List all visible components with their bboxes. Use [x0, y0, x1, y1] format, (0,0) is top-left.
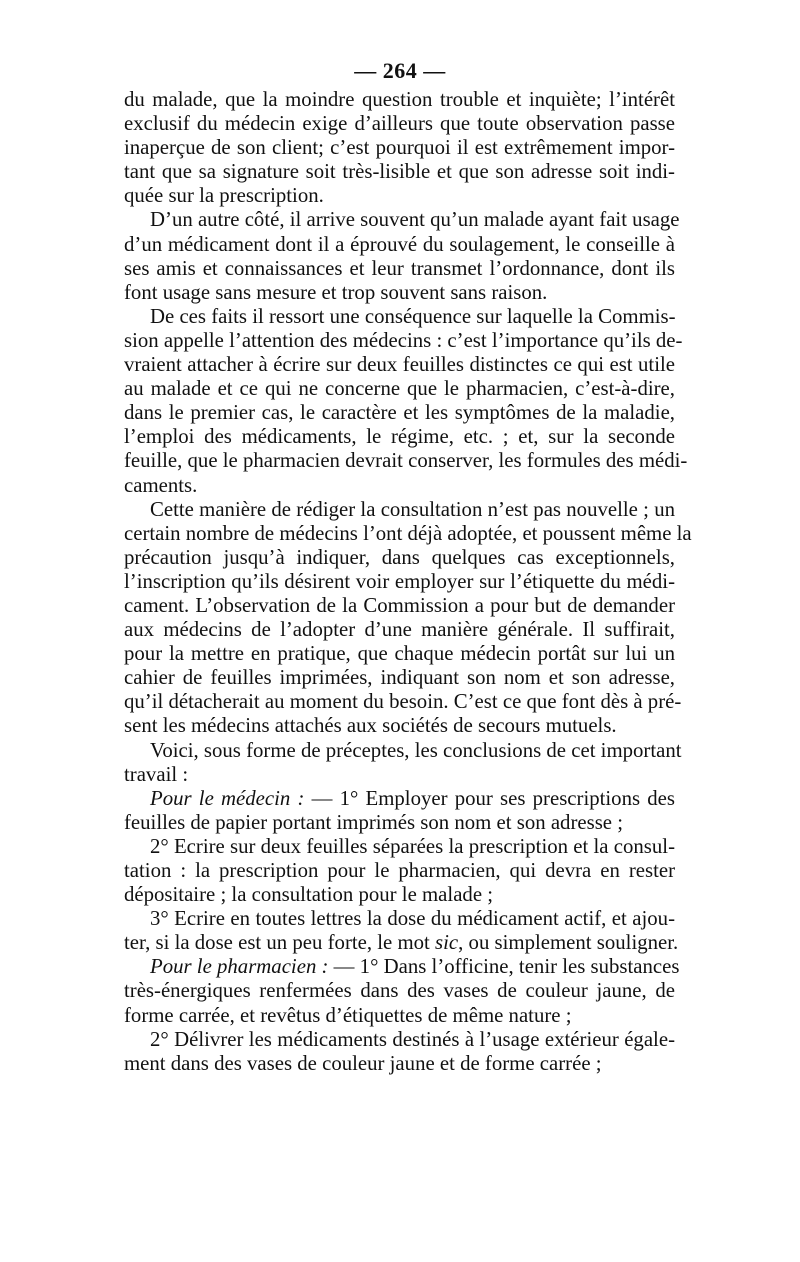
text-line: certain nombre de médecins l’ont déjà adoptée, et poussent même la: [124, 521, 692, 545]
text-line: l’emploi des médicaments, le régime, etc. ; et, sur la seconde: [124, 425, 675, 449]
text-run: ter, si la dose est un peu forte, le mot: [124, 931, 436, 955]
text-line: 3° Ecrire en toutes lettres la dose du médicament actif, et ajou-: [150, 907, 675, 931]
text-line: 2° Ecrire sur deux feuilles séparées la prescription et la consul-: [150, 834, 675, 858]
text-line: caments.: [124, 473, 198, 497]
text-line: très-énergiques renfermées dans des vases de couleur jaune, de: [124, 979, 675, 1003]
text-line: aux médecins de l’adopter d’une manière générale. Il suffirait,: [124, 618, 675, 642]
text-line: [124, 931, 679, 955]
paragraph: [124, 907, 679, 955]
text-line: forme carrée, et revêtus d’étiquettes de même nature ;: [124, 1003, 572, 1027]
text-line: qu’il détacherait au moment du besoin. C’est ce que font dès à pré-: [124, 690, 682, 714]
text-run: , ou simplement souligner.: [458, 931, 679, 955]
text-line: sion appelle l’attention des médecins : c’est l’importance qu’ils de-: [124, 328, 683, 352]
text-line: font usage sans mesure et trop souvent sans raison.: [124, 280, 548, 304]
text-line: feuille, que le pharmacien devrait conserver, les formules des médi-: [124, 449, 688, 473]
paragraph: [124, 1028, 675, 1076]
text-line: cahier de feuilles imprimées, indiquant son nom et son adresse,: [124, 666, 675, 690]
text-line: tation : la prescription pour le pharmacien, qui devra en rester: [124, 859, 675, 882]
text-line: ses amis et connaissances et leur transmet l’ordonnance, dont ils: [124, 256, 675, 280]
paragraph: [124, 208, 680, 304]
text-line: exclusif du médecin exige d’ailleurs que toute observation passe: [124, 112, 675, 136]
text-run: — 1° Dans l’officine, tenir les substances: [328, 955, 680, 979]
text-line: dans le premier cas, le caractère et les symptômes de la maladie,: [124, 401, 675, 425]
text-line: du malade, que la moindre question trouble et inquiète; l’intérêt: [124, 88, 675, 111]
body-text: [124, 88, 692, 1076]
paragraph: [124, 787, 675, 835]
text-line: précaution jusqu’à indiquer, dans quelques cas exceptionnels,: [124, 545, 675, 569]
page-number: — 264 —: [354, 58, 446, 83]
text-line: ment dans des vases de couleur jaune et de forme carrée ;: [124, 1051, 602, 1075]
text-line: D’un autre côté, il arrive souvent qu’un malade ayant fait usage: [150, 208, 680, 232]
text-line: 2° Délivrer les médicaments destinés à l’usage extérieur égale-: [150, 1027, 675, 1051]
italic-lead: Pour le pharmacien :: [150, 955, 329, 979]
paragraph: [124, 304, 688, 498]
text-line: Cette manière de rédiger la consultation n’est pas nouvelle ; un: [150, 497, 675, 521]
text-line: quée sur la prescription.: [124, 184, 324, 208]
text-line: d’un médicament dont il a éprouvé du soulagement, le conseille à: [124, 232, 675, 256]
text-line: cament. L’observation de la Commission a pour but de demander: [124, 593, 675, 617]
text-line: vraient attacher à écrire sur deux feuilles distinctes ce qui est utile: [124, 353, 675, 377]
text-run: — 1° Employer pour ses prescriptions des: [304, 786, 675, 810]
text-line: De ces faits il ressort une conséquence sur laquelle la Commis-: [150, 304, 676, 328]
text-line: inaperçue de son client; c’est pourquoi il est extrêmement impor-: [124, 136, 675, 160]
text-line: feuilles de papier portant imprimés son nom et son adresse ;: [124, 810, 624, 834]
text-line: tant que sa signature soit très-lisible et que son adresse soit indi-: [124, 160, 675, 184]
paragraph: [124, 497, 692, 739]
italic-word: sic: [435, 931, 459, 955]
text-line: Voici, sous forme de préceptes, les conclusions de cet important: [150, 738, 682, 762]
text-line: pour la mettre en pratique, que chaque médecin portât sur lui un: [124, 642, 675, 666]
text-line: travail :: [124, 762, 189, 786]
text-line: [124, 955, 680, 979]
italic-lead: Pour le médecin :: [150, 786, 305, 810]
text-line: [124, 787, 675, 811]
paragraph: [124, 835, 675, 907]
text-line: l’inscription qu’ils désirent voir employer sur l’étiquette du médi-: [124, 569, 675, 593]
paragraph: [124, 738, 682, 787]
text-line: dépositaire ; la consultation pour le malade ;: [124, 883, 494, 907]
text-line: sent les médecins attachés aux sociétés de secours mutuels.: [124, 714, 617, 738]
text-line: au malade et ce qui ne concerne que le pharmacien, c’est-à-dire,: [124, 377, 675, 401]
paragraph: [124, 88, 675, 208]
paragraph: [124, 955, 680, 1027]
